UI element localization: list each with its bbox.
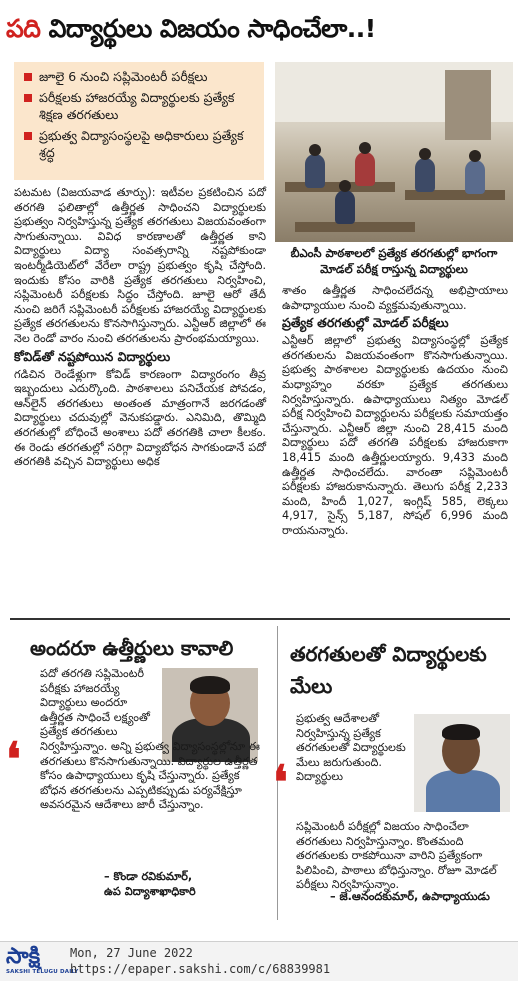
highlight-text: జూలై 6 నుంచి సప్లిమెంటరీ పరీక్షలు [39, 69, 208, 84]
quote-mark-icon: ❛ [273, 755, 288, 809]
highlight-item [22, 127, 256, 161]
quote-mark-icon: ❛ [6, 732, 21, 786]
quote-text: నిర్వహిస్తున్నాం. అన్ని ప్రభుత్వ విద్యాసంస్థల్లోనూ ఈ తరగతులు కొనసాగుతున్నాయి. విద్యార్థుల ఉత్తీర్ణత కోసం ఉపాధ్యాయులు కృషి చేస్తున్నారు. ప్రత్యేక బోధన తరగతులను ఎప్పటికప్పుడు పర్యవేక్షిస్తూ అవసరమైన ఆదేశాలు జారీ చేస్తున్నాం. [40, 740, 260, 812]
publish-date: Mon, 27 June 2022 [70, 946, 193, 960]
headline-highlight: పది [6, 14, 49, 43]
quote-text: ప్రభుత్వ ఆదేశాలతో నిర్వహిస్తున్న ప్రత్యేక తరగతులతో విద్యార్థులకు మేలు జరుగుతుంది. విద్యార్థులు [296, 712, 406, 784]
bullet-square-icon [24, 132, 32, 140]
photo-caption: బీఎంసీ పాఠశాలలో ప్రత్యేక తరగతుల్లో భాగంగా మోడల్ పరీక్ష రాస్తున్న విద్యార్థులు [290, 246, 498, 276]
article-column-left [14, 186, 266, 470]
quote-text: సప్లిమెంటరీ పరీక్షల్లో విజయం సాధించేలా తరగతులు నిర్వహిస్తున్నాం. కొంతమంది తరగతులకు రాకపోయినా వారిని ప్రత్యేకంగా పిలిపించి, పాఠాలు బోధిస్తున్నాం. రోజూ మోడల్ పరీక్షలు నిర్వహిస్తున్నాం. [296, 820, 497, 892]
article-paragraph: పటమట (విజయవాడ తూర్పు): ఇటీవల ప్రకటించిన పదో తరగతి ఫలితాల్లో ఉత్తీర్ణత సాధించని విద్యార్థులకు ప్రభుత్వం నిర్వహిస్తున్న ప్రత్యేక తరగతులు విజయవంతంగా సాగుతున్నాయి. వివిధ కారణాలతో ఉత్తీర్ణత కాని విద్యార్థులు విద్యా సంవత్సరాన్ని నష్టపోకుండా ఇంటర్మీడియెట్‌లో వేరేలా రాష్ట్ర ప్రభుత్వం కృషి చేస్తోంది. ఇందుకు కోసం వారికి ప్రత్యేక తరగతులు నిర్వహించి, సప్లిమెంటరీ పరీక్షలకు సిద్ధం చేస్తోంది. జూలై ఆరో తేదీ నుంచి జరిగే సప్లిమెంటరీ పరీక్షలకు హాజరయ్యే విద్యార్థులకు ప్రత్యేక తరగతులను కొనసాగిస్తున్నారు. ఎన్టీఆర్ జిల్లాలో ఈ నెల రెండో వారం నుంచి తరగతులను ప్రారంభమయ్యాయి. [14, 186, 266, 345]
page-headline [6, 6, 512, 52]
article-subhead: ప్రత్యేక తరగతుల్లో మోడల్ పరీక్షలు [282, 315, 449, 331]
byline-role: ఉప విద్యాశాఖాధికారి [104, 884, 196, 898]
bullet-square-icon [24, 94, 32, 102]
page-footer [0, 941, 518, 981]
sakshi-logo [6, 944, 79, 979]
footer-meta [70, 945, 330, 977]
highlight-text: పరీక్షలకు హాజరయ్యే విద్యార్థులకు ప్రత్యేక శిక్షణ తరగతులు [39, 90, 235, 122]
quote-box-title: అందరూ ఉత్తీర్ణులు కావాలి [30, 636, 234, 660]
highlight-item [22, 68, 256, 85]
article-paragraph: గడిచిన రెండేళ్లుగా కోవిడ్ కారణంగా విద్యారంగం తీవ్ర ఇబ్బందులు ఎదుర్కొంది. పాఠశాలలు పనిచేయక పోవడం, ఆన్‌లైన్ తరగతులు అంతంత మాత్రంగానే జరగడంతో విద్యార్థులు చదువుల్లో వెనుకపడ్డారు. ఎనిమిది, తొమ్మిది తరగతుల్లో బోధించే అంశాలు పదో తరగతికి చాలా కీలకం. ఈ రెండు తరగతుల్లో సరిగ్గా విద్యాబోధన సాగకుండానే పదో తరగతికి వచ్చిన విద్యార్థులు అధిక [14, 367, 266, 469]
classroom-photo [275, 62, 513, 242]
article-paragraph: శాతం ఉత్తీర్ణత సాధించలేదన్న అభిప్రాయాలు ఉపాధ్యాయుల నుంచి వ్యక్తమవుతున్నాయి. [282, 284, 508, 312]
epaper-link[interactable]: https://epaper.sakshi.com/c/68839981 [70, 962, 331, 976]
bullet-square-icon [24, 73, 32, 81]
article-column-right [282, 284, 508, 539]
highlight-text: ప్రభుత్వ విద్యాసంస్థలపై అధికారులు ప్రత్యేక శ్రద్ధ [39, 128, 244, 160]
logo-text: సాక్షి [6, 944, 41, 969]
highlights-box [14, 62, 264, 180]
byline-name: – కొండా రవికుమార్, [104, 870, 193, 883]
headline-main: విద్యార్థులు విజయం సాధించేలా..! [48, 14, 376, 43]
logo-subtitle: SAKSHI TELUGU DAILY [6, 969, 79, 975]
highlight-item [22, 89, 256, 123]
article-subhead: కోవిడ్‌తో నష్టపోయిన విద్యార్థులు [14, 348, 171, 364]
quote-text: పదో తరగతి సప్లిమెంటరీ పరీక్షకు హాజరయ్యే విద్యార్థులు అందరూ ఉత్తీర్ణత సాధించే లక్ష్యంతో ప్రత్యేక తరగతులు [40, 667, 150, 739]
quote-box-title: తరగతులతో విద్యార్థులకు మేలు [290, 642, 487, 698]
article-paragraph: ఎన్టీఆర్ జిల్లాలో ప్రభుత్వ విద్యాసంస్థల్లో ప్రత్యేక తరగతులను విజయవంతంగా కొనసాగుతున్నాయి. ప్రభుత్వ పాఠశాలల విద్యార్థులకు ఉదయం నుంచి మధ్యాహ్నం వరకూ ప్రత్యేక తరగతులు నిర్వహిస్తున్నారు. ఉపాధ్యాయులు నిత్యం మోడల్ పరీక్ష నిర్వహించి విద్యార్థులను పరీక్షలకు సమాయత్తం చేస్తున్నారు. ఎన్టీఆర్ జిల్లా నుంచి 28,415 మంది విద్యార్థులు పదో తరగతి పరీక్షలకు హాజరుకాగా 18,415 మంది ఉత్తీర్ణులయ్యారు. 9,433 మంది ఉత్తీర్ణత సాధించలేదు. వారంతా సప్లిమెంటరీ పరీక్షలకు హాజరుకానున్నారు. తెలుగు పరీక్ష 2,233 మంది, హిందీ 1,027, ఇంగ్లిష్ 585, లెక్కలు 4,917, సైన్స్ 5,187, సోషల్ 6,996 మంది రాయనున్నారు. [282, 334, 508, 537]
section-divider [10, 618, 510, 620]
quote-byline: – జె.ఆనందకుమార్, ఉపాధ్యాయుడు [330, 890, 490, 903]
quote-byline [104, 870, 264, 899]
teacher-portrait [414, 714, 510, 812]
